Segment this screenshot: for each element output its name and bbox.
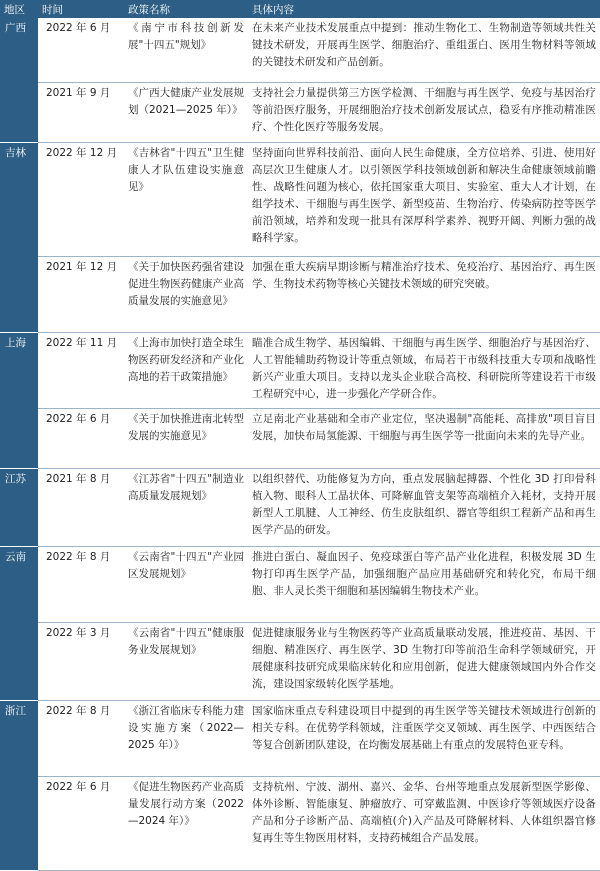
table-row	[0, 776, 600, 870]
policy-name-cell: 《关于加快推进南北转型发展的实施意见》	[124, 408, 248, 468]
policy-name-cell: 《南宁市科技创新发展"十四五"规划》	[124, 18, 248, 82]
date-cell: 2022 年 8 月	[38, 700, 124, 776]
policy-name-cell: 《关于加快医药强省建设促进生物医药健康产业高质量发展的实施意见》	[124, 256, 248, 332]
content-cell: 推进白蛋白、凝血因子、免疫球蛋白等产品产业化进程，积极发展 3D 生物打印再生医学产品，加强细胞产品应用基础研究和转化究，布局干细胞、非人灵长类干细胞和基因编辑生物技术产业。	[248, 546, 600, 622]
date-cell: 2022 年 6 月	[38, 776, 124, 870]
date-cell: 2022 年 12 月	[38, 142, 124, 256]
table-row	[0, 468, 600, 546]
region-cell: 广西	[0, 18, 38, 142]
date-cell: 2022 年 6 月	[38, 408, 124, 468]
policy-name-cell: 《云南省"十四五"产业园区发展规划》	[124, 546, 248, 622]
content-cell: 加强在重大疾病早期诊断与精准治疗技术、免疫治疗、基因治疗、再生医学、生物技术药物等核心关键技术领域的研究突破。	[248, 256, 600, 332]
policy-name-cell: 《浙江省临床专科能力建设实施方案（2022—2025 年）》	[124, 700, 248, 776]
table-row	[0, 142, 600, 256]
content-cell: 促进健康服务业与生物医药等产业高质量联动发展，推进疫苗、基因、干细胞、精准医疗、再生医学、3D 生物打印等前沿生命科学领域研究，开展健康科技研究成果临床转化和应用创新，促进大健康领域国内外合作交流，建设国家级转化医学基地。	[248, 622, 600, 700]
policy-name-cell: 《上海市加快打造全球生物医药研发经济和产业化高地的若干政策措施》	[124, 332, 248, 408]
content-cell: 坚持面向世界科技前沿、面向人民生命健康，全方位培养、引进、使用好高层次卫生健康人才。以引领医学科技领域创新和解决生命健康领域前瞻性、战略性问题为核心，依托国家重大项目、实验室、重大人才计划，在组学技术、干细胞与再生医学、新型疫苗、生物治疗、传染病防控等医学前沿领域，培养和发现一批具有深厚科学素养、视野开阔、判断力强的战略科学家。	[248, 142, 600, 256]
policy-name-cell: 《江苏省"十四五"制造业高质量发展规划》	[124, 468, 248, 546]
date-cell: 2021 年 9 月	[38, 82, 124, 142]
content-cell: 瞄准合成生物学、基因编辑、干细胞与再生医学、细胞治疗与基因治疗、人工智能辅助药物设计等重点领域，布局若干市级科技重大专项和战略性新兴产业重大项目。支持以龙头企业联合高校、科研院所等建设若干市级工程研究中心，进一步强化产学研合作。	[248, 332, 600, 408]
region-cell: 上海	[0, 332, 38, 468]
header-content: 具体内容	[248, 0, 600, 18]
region-cell: 江苏	[0, 468, 38, 546]
date-cell: 2022 年 3 月	[38, 622, 124, 700]
date-cell: 2022 年 11 月	[38, 332, 124, 408]
table-row	[0, 18, 600, 82]
region-cell: 吉林	[0, 142, 38, 332]
content-cell: 支持社会力量提供第三方医学检测、干细胞与再生医学、免疫与基因治疗等前沿医疗服务，开展细胞治疗技术创新发展试点，稳妥有序推动精准医疗、个性化医疗等服务发展。	[248, 82, 600, 142]
region-cell: 浙江	[0, 700, 38, 870]
policy-name-cell: 《吉林省"十四五"卫生健康人才队伍建设实施意见》	[124, 142, 248, 256]
header-row	[0, 0, 600, 18]
table-row	[0, 332, 600, 408]
date-cell: 2022 年 6 月	[38, 18, 124, 82]
table-row	[0, 622, 600, 700]
date-cell: 2022 年 8 月	[38, 546, 124, 622]
table-row	[0, 408, 600, 468]
header-policy-name: 政策名称	[124, 0, 248, 18]
content-cell: 国家临床重点专科建设项目中提到的再生医学等关键技术领域进行创新的相关专科。在优势学科领域，注重医学交叉领域、再生医学、中西医结合等复合创新团队建设，在均衡发展基础上有重点的发展特色亚专科。	[248, 700, 600, 776]
table-row	[0, 700, 600, 776]
header-date: 时间	[38, 0, 124, 18]
date-cell: 2021 年 12 月	[38, 256, 124, 332]
table-row	[0, 256, 600, 332]
date-cell: 2021 年 8 月	[38, 468, 124, 546]
policy-name-cell: 《广西大健康产业发展规划（2021—2025 年）》	[124, 82, 248, 142]
policy-name-cell: 《云南省"十四五"健康服务业发展规划》	[124, 622, 248, 700]
region-cell: 云南	[0, 546, 38, 700]
table-row	[0, 82, 600, 142]
content-cell: 在未来产业技术发展重点中提到：推动生物化工、生物制造等领域共性关键技术研发，开展再生医学、细胞治疗、重组蛋白、医用生物材料等领域的关键技术研发和产品创新。	[248, 18, 600, 82]
content-cell: 以组织替代、功能修复为方向，重点发展脑起搏器、个性化 3D 打印骨科植入物、眼科人工晶状体、可降解血管支架等高端植介入耗材，支持开展新型人工肌腱、人工神经、仿生皮肤组织、器官等组织工程新产品和再生医学产品的研发。	[248, 468, 600, 546]
header-region: 地区	[0, 0, 38, 18]
content-cell: 立足南北产业基础和全市产业定位，坚决遏制"高能耗、高排放"项目盲目发展，加快布局氢能源、干细胞与再生医学等一批面向未来的先导产业。	[248, 408, 600, 468]
table-row	[0, 546, 600, 622]
policy-name-cell: 《促进生物医药产业高质量发展行动方案（2022—2024 年）》	[124, 776, 248, 870]
content-cell: 支持杭州、宁波、湖州、嘉兴、金华、台州等地重点发展新型医学影像、体外诊断、智能康复、肿瘤放疗、可穿戴监测、中医诊疗等领域医疗设备产品和分子诊断产品、高端植(介)入产品及可降解材料、人体组织器官修复再生等生物医用材料，支持药械组合产品发展。	[248, 776, 600, 870]
